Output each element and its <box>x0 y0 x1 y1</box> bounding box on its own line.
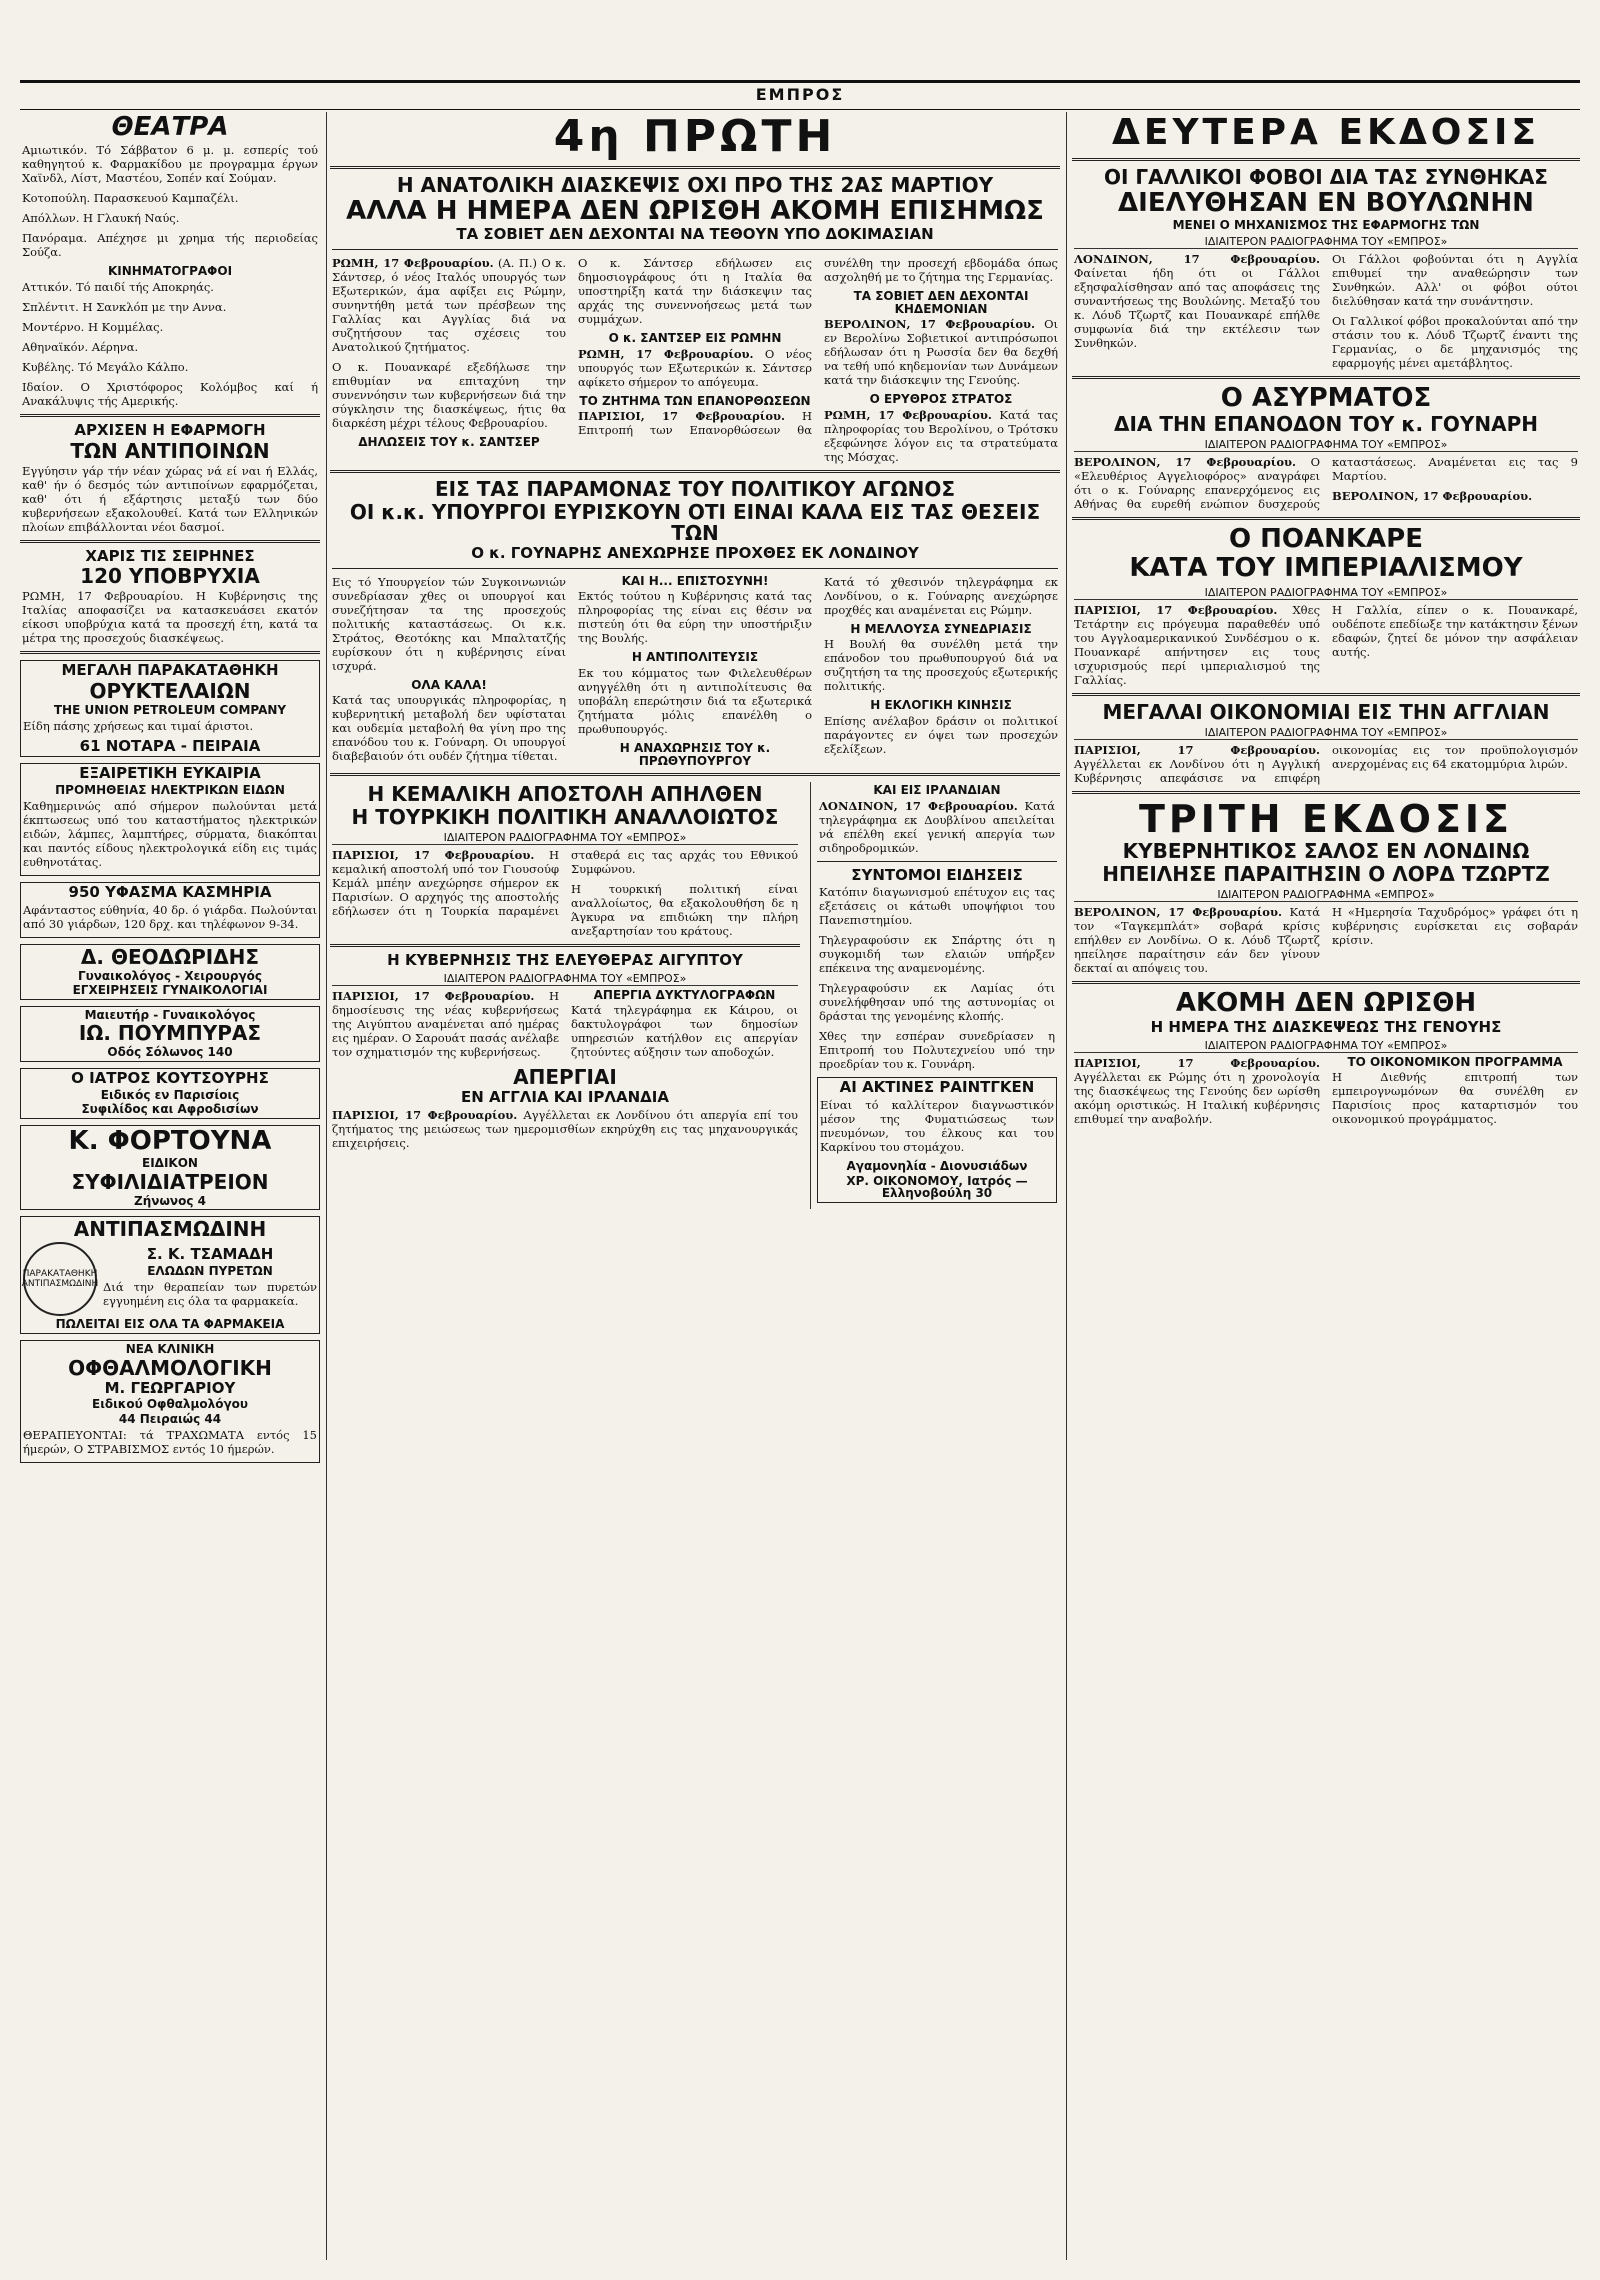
dateline: ΒΕΡΟΛΙΝΟΝ, 17 Φεβρουαρίου. <box>1332 488 1533 503</box>
divider <box>1072 158 1580 161</box>
pharmacy-owner: Σ. Κ. ΤΣΑΜΑΔΗ <box>146 1245 274 1264</box>
divider <box>20 651 320 654</box>
headline: Η ΚΥΒΕΡΝΗΣΙΣ ΤΗΣ ΕΛΕΥΘΕΡΑΣ ΑΙΓΥΠΤΟΥ <box>387 951 743 970</box>
headline: ΟΙ ΓΑΛΛΙΚΟΙ ΦΟΒΟΙ ΔΙΑ ΤΑΣ ΣΥΝΘΗΚΑΣ <box>1104 164 1548 189</box>
paragraph: Η τουρκική πολιτική είναι αναλλοίωτος, θα εξακολουθήση δε η Άγκυρα να επιδιώκη την πλήρη ανεξαρτησίαν του κράτους. <box>571 882 798 939</box>
subheading: Η ΑΝΤΙΠΟΛΙΤΕΥΣΙΣ <box>631 650 759 665</box>
section-title-second: ΔΕΥΤΕΡΑ ΕΚΔΟΣΙΣ <box>1112 112 1540 153</box>
paragraph <box>824 408 1058 464</box>
doctor-ad <box>20 1006 320 1062</box>
pharmacy-line: ΕΛΩΔΩΝ ΠΥΡΕΤΩΝ <box>147 1263 273 1278</box>
paragraph-text: Χθες Τετάρτην εις πρόγευμα παραθεθέν υπό του Αγγλοαμερικανικού Συνδέσμου ο κ. Πουανκαρέ απήντησεν εις τους ισχυρισμούς περί ιμπεριαλισμού της Γαλλίας. <box>1074 602 1321 687</box>
poincare-article <box>1072 523 1580 687</box>
xray-advertisement <box>817 1077 1057 1203</box>
short-news-title: ΣΥΝΤΟΜΟΙ ΕΙΔΗΣΕΙΣ <box>851 865 1023 884</box>
dateline: ΠΑΡΙΣΙΟΙ, 17 Φεβρουαρίου. <box>1074 602 1278 617</box>
headline: ΚΑΙ ΕΙΣ ΙΡΛΑΝΔΙΑΝ <box>873 783 1001 798</box>
electric-advertisement <box>20 763 320 875</box>
subheading: ΟΛΑ ΚΑΛΑ! <box>411 677 487 692</box>
paragraph-text: Ο «Ελευθέριος Αγγελιοφόρος» αναγράφει ότι ο κ. Γούναρης επανερχόμενος εις Αθήνας θα ευρεθή ενώπιον δυσχερούς καταστάσεως. Αναμένεται εις τας 9 Μαρτίου. <box>1074 454 1578 511</box>
paragraph <box>332 256 566 354</box>
paragraph-text: Ο νέος υπουργός των Εξωτερικών κ. Σάντσερ αφίκετο σήμερον το απόγευμα. <box>578 346 812 389</box>
subtitle: ΙΔΙΑΙΤΕΡΟΝ ΡΑΔΙΟΓΡΑΦΗΜΑ «ΕΜΠΡΟΣ» <box>1074 888 1578 902</box>
headline: Ο ΠΟΑΝΚΑΡΕ <box>1229 523 1423 554</box>
headline: ΚΑΤΑ ΤΟΥ ΙΜΠΕΡΙΑΛΙΣΜΟΥ <box>1129 553 1523 584</box>
doctor-ad <box>20 944 320 1000</box>
subtitle: ΙΔΙΑΙΤΕΡΟΝ ΡΑΔΙΟΓΡΑΦΗΜΑ ΤΟΥ «ΕΜΠΡΟΣ» <box>332 831 798 845</box>
paragraph: Ο κ. Σάντσερ εδήλωσεν εις δημοσιογράφους ότι η Ιταλία θα υποστηρίξη κατά την διάσκεψιν τας αρχάς της συνεννοήσεως μετά των συμμάχων. <box>578 256 812 327</box>
ireland-article <box>817 784 1057 855</box>
submarines-article <box>20 546 320 646</box>
subheading: Ο κ. ΣΑΝΤΣΕΡ ΕΙΣ ΡΩΜΗΝ <box>608 331 782 346</box>
divider <box>1072 693 1580 696</box>
pharmacy-title: ΑΝΤΙΠΑΣΜΩΔΙΝΗ <box>73 1217 267 1242</box>
cinema-line: Μοντέρνο. Η Κομμέλας. <box>22 319 164 334</box>
dateline: ΒΕΡΟΛΙΝΟΝ, 17 Φεβρουαρίου. <box>1074 454 1296 469</box>
paragraph: Η Βουλή θα συνέλθη μετά την επάνοδον του πρωθυπουργού διά να συζητήση τα της προσεχούς εξωτερικής πολιτικής. <box>824 637 1058 694</box>
kemalist-article <box>330 784 800 938</box>
dateline: ΛΟΝΔΙΝΟΝ, 17 Φεβρουαρίου. <box>1074 251 1320 266</box>
headline: ΚΥΒΕΡΝΗΤΙΚΟΣ ΣΑΛΟΣ ΕΝ ΛΟΝΔΙΝΩ <box>1122 839 1530 864</box>
dateline: ΠΑΡΙΣΙΟΙ, 17 Φεβρουαρίου. <box>578 409 786 424</box>
section-title-fourth: 4η ΠΡΩΤΗ <box>553 112 837 162</box>
article-body <box>1074 905 1578 975</box>
theatres-title: ΘΕΑΤΡΑ <box>111 112 229 142</box>
reprisals-article <box>20 420 320 534</box>
headline: ΔΙΕΛΥΘΗΣΑΝ ΕΝ ΒΟΥΛΩΝΗΝ <box>1118 187 1534 218</box>
reprisals-title1: ΑΡΧΙΣΕΝ Η ΕΦΑΡΜΟΓΗ <box>74 420 266 439</box>
subtitle: ΙΔΙΑΙΤΕΡΟΝ ΡΑΔΙΟΓΡΑΦΗΜΑ ΤΟΥ «ΕΜΠΡΟΣ» <box>1074 586 1578 600</box>
paragraph <box>824 317 1058 387</box>
dateline: ΒΕΡΟΛΙΝΟΝ, 17 Φεβρουαρίου. <box>824 317 1035 332</box>
paragraph: Εκτός τούτου η Κυβέρνησις κατά τας πληροφορίας της είναι εις θέσιν να πιστεύη ότι θα εύρη την υποστήριξιν της Βουλής. <box>578 589 812 646</box>
divider <box>20 540 320 543</box>
divider <box>1072 376 1580 379</box>
divider <box>330 166 1060 169</box>
headline: ΤΑ ΣΟΒΙΕΤ ΔΕΝ ΔΕΧΟΝΤΑΙ ΝΑ ΤΕΘΟΥΝ ΥΠΟ ΔΟΚΙΜΑΣΙΑΝ <box>456 225 934 244</box>
theatre-line: Πανόραμα. Απέχησε μι χρημα τής περιοδείας Σούζα. <box>22 231 318 260</box>
subheading: Η ΜΕΛΛΟΥΣΑ ΣΥΝΕΔΡΙΑΣΙΣ <box>850 621 1032 636</box>
electric-title2: ΠΡΟΜΗΘΕΙΑΣ ΗΛΕΚΤΡΙΚΩΝ ΕΙΔΩΝ <box>55 783 285 798</box>
headline: Η ΤΟΥΡΚΙΚΗ ΠΟΛΙΤΙΚΗ ΑΝΑΛΛΟΙΩΤΟΣ <box>351 805 779 830</box>
submarines-title1: ΧΑΡΙΣ ΤΙΣ ΣΕΙΡΗΝΕΣ <box>85 546 255 565</box>
subheading: ΤΟ ΟΙΚΟΝΟΜΙΚΟΝ ΠΡΟΓΡΑΜΜΑ <box>1347 1054 1563 1069</box>
headline: ΜΕΝΕΙ Ο ΜΗΧΑΝΙΣΜΟΣ ΤΗΣ ΕΦΑΡΜΟΓΗΣ ΤΩΝ <box>1172 218 1480 233</box>
fortouna-name: Κ. ΦΟΡΤΟΥΝΑ <box>68 1125 272 1156</box>
cinemas-title: ΚΙΝΗΜΑΤΟΓΡΑΦΟΙ <box>107 264 233 279</box>
section-title-third: ΤΡΙΤΗ ΕΚΔΟΣΙΣ <box>1138 796 1514 841</box>
submarines-title2: 120 ΥΠΟΒΡΥΧΙΑ <box>80 564 260 589</box>
eye-clinic-ad <box>20 1340 320 1463</box>
paragraph: Κατά τηλεγράφημα εκ Κάιρου, οι δακτυλογράφοι των δημοσίων υπηρεσιών κατήλθον εις απεργίαν ζητούντες αύξησιν των αποδοχών. <box>571 1003 798 1060</box>
eye-clinic-treatments: ΘΕΡΑΠΕΥΟΝΤΑΙ: τά ΤΡΑΧΩΜΑΤΑ εντός 15 ήμερών, Ο ΣΤΡΑΒΙΣΜΟΣ εντός 10 ήμερών. <box>23 1427 317 1456</box>
headline: Η ΚΕΜΑΛΙΚΗ ΑΠΟΣΤΟΛΗ ΑΠΗΛΘΕΝ <box>367 782 763 807</box>
subheading: ΚΑΙ Η... ΕΠΙΣΤΟΣΥΝΗ! <box>621 573 769 588</box>
headline: ΑΠΕΡΓΙΑΙ <box>513 1065 617 1090</box>
cinema-line: Σπλέντιτ. Η Σανκλόπ με την Αννα. <box>22 299 227 314</box>
headline: Ο κ. ΓΟΥΝΑΡΗΣ ΑΝΕΧΩΡΗΣΕ ΠΡΟΧΘΕΣ ΕΚ ΛΟΝΔΙΝΟΥ <box>471 544 919 563</box>
paragraph <box>1074 743 1578 785</box>
dateline: ΠΑΡΙΣΙΟΙ, 17 Φεβρουαρίου. <box>332 848 535 863</box>
doctor-detail: ΕΓΧΕΙΡΗΣΕΙΣ ΓΥΝΑΙΚΟΛΟΓΙΑΙ <box>72 983 268 998</box>
xray-footer: ΧΡ. ΟΙΚΟΝΟΜΟΥ, Ιατρός — Ελληνοβούλη 30 <box>846 1173 1028 1201</box>
eye-clinic-address: 44 Πειραιώς 44 <box>118 1411 222 1426</box>
subheading: ΔΗΛΩΣΕΙΣ ΤΟΥ κ. ΣΑΝΤΣΕΡ <box>358 435 540 450</box>
doctor-role: Γυναικολόγος - Χειρουργός <box>78 968 262 983</box>
paragraph-text: Οι εν Βερολίνω Σοβιετικοί αντιπρόσωποι εδήλωσαν ότι η Ρωσσία δεν θα δεχθή να τεθή υπό κηδεμονίαν των Δυνάμεων κατά την διάσκεψιν της Γενούης. <box>824 317 1059 388</box>
paragraph <box>1074 252 1320 350</box>
paragraph-text: Αγγέλλεται εκ Ρώμης ότι η χρονολογία της διασκέψεως της Γενούης δεν ωρίσθη ακόμη οριστικώς. Η Ιταλική κυβέρνησις επιθυμεί την αναβολήν. <box>1074 1069 1320 1126</box>
dateline: ΠΑΡΙΣΙΟΙ, 17 Φεβρουαρίου. <box>1074 1055 1320 1070</box>
news-item: Κατόπιν διαγωνισμού επέτυχον εις τας εξετάσεις οι κάτωθι υποψήφιοι του Πανεπιστημίου. <box>819 885 1055 928</box>
cinema-line: Αθηναϊκόν. Αέρηνα. <box>22 339 139 354</box>
theatre-line: Απόλλων. Η Γλαυκή Ναύς. <box>22 211 180 226</box>
paragraph: Οι Γαλλικοί φόβοι προκαλούνται από την στάσιν του κ. Λόυδ Τζωρτζ έναντι της Γερμανίας, ο δε μηχανισμός της εφαρμογής μένει αμετάβλητος. <box>1332 313 1578 370</box>
paragraph-text: Η Επιτροπή των Επανορθώσεων θα συνέλθη την προσεχή εβδομάδα όπως ασχοληθή με το ζήτημα της Γερμανίας. <box>578 256 1058 438</box>
subtitle: ΙΔΙΑΙΤΕΡΟΝ ΡΑΔΙΟΓΡΑΦΗΜΑ ΤΟΥ «ΕΜΠΡΟΣ» <box>1074 726 1578 740</box>
divider <box>330 944 800 947</box>
article-body <box>332 989 798 1065</box>
doctor-detail: Οδός Σόλωνος 140 <box>107 1045 233 1060</box>
headline: ΗΠΕΙΛΗΣΕ ΠΑΡΑΙΤΗΣΙΝ Ο ΛΟΡΔ ΤΖΩΡΤΖ <box>1102 862 1550 887</box>
subheading: Η ΑΝΑΧΩΡΗΣΙΣ ΤΟΥ κ. ΠΡΩΘΥΠΟΥΡΓΟΥ <box>619 740 771 768</box>
eastern-conference-article <box>330 175 1060 464</box>
pharmacy-details <box>103 1245 317 1313</box>
third-edition <box>1072 796 1580 976</box>
left-column <box>20 112 327 2260</box>
paragraph <box>1074 1056 1320 1126</box>
wireless-article <box>1072 382 1580 511</box>
fortouna-address: Ζήνωνος 4 <box>134 1193 206 1208</box>
headline: ΑΚΟΜΗ ΔΕΝ ΩΡΙΣΘΗ <box>1175 988 1477 1019</box>
headline: ΑΛΛΑ Η ΗΜΕΡΑ ΔΕΝ ΩΡΙΣΘΗ ΑΚΟΜΗ ΕΠΙΣΗΜΩΣ <box>346 196 1044 227</box>
paragraph: Ο κ. Πουανκαρέ εξεδήλωσε την επιθυμίαν να επιταχύνη την συνεννόησιν των κυβερνήσεων διά την σύγκλησιν της διασκέψεως, ήτις θα διαρκέση μέχρι τέλους Φεβρουαρίου. <box>332 360 566 431</box>
oil-title2: ΟΡΥΚΤΕΛΑΙΩΝ <box>89 679 251 704</box>
paragraph: Η «Ημερησία Ταχυδρόμος» γράφει ότι η κυβέρνησις ευρίσκεται εις σοβαράν κρίσιν. <box>1332 905 1578 948</box>
subheading: Ο ΕΡΥΘΡΟΣ ΣΤΡΑΤΟΣ <box>869 392 1013 407</box>
divider <box>1072 981 1580 984</box>
eye-clinic-title1: ΝΕΑ ΚΛΙΝΙΚΗ <box>125 1341 215 1356</box>
doctor-name: Ο ΙΑΤΡΟΣ ΚΟΥΤΣΟΥΡΗΣ <box>71 1068 269 1087</box>
doctor-name: Δ. ΘΕΟΔΩΡΙΔΗΣ <box>80 944 260 969</box>
right-column <box>1072 112 1580 2260</box>
paragraph: Επίσης ανέλαβον δράσιν οι πολιτικοί παράγοντες εν όψει των προσεχών εξελίξεων. <box>824 713 1058 756</box>
oil-advertisement <box>20 660 320 757</box>
middle-column <box>330 112 1067 2260</box>
article-body <box>1074 1056 1578 1132</box>
subtitle: ΙΔΙΑΙΤΕΡΟΝ ΡΑΔΙΟΓΡΑΦΗΜΑ ΤΟΥ «ΕΜΠΡΟΣ» <box>1074 235 1578 249</box>
oil-address: 61 ΝΟΤΑΡΑ - ΠΕΙΡΑΙΑ <box>79 736 261 755</box>
electric-text: Καθημερινώς από σήμερον πωλούνται μετά έκπτωσεως υπό του καταστήματος ηλεκτρικών ειδών, λάμπες, λαμπτήρες, σύρματα, διακόπται και παντός είδους ηλεκτρολογικά είδη εις τιμάς ευθηνοτάτας. <box>23 798 317 869</box>
pharmacy-row <box>23 1242 317 1316</box>
paragraph <box>1074 905 1320 975</box>
masthead <box>20 80 1580 110</box>
lower-middle-right <box>810 782 1057 1209</box>
article-body <box>1074 603 1578 687</box>
paragraph-text: Αγγέλλεται εκ Λονδίνου ότι απεργία επί του ζητήματος της μειώσεως των ημερομισθίων εκηρύχθη εις τας μηχανουργικάς επιχειρήσεις. <box>332 1107 799 1150</box>
paragraph-text: Φαίνεται ήδη ότι οι Γάλλοι εξησφαλίσθησαν από τας αποφάσεις της συναντήσεως της Βουλώνης. Μεταξύ του κ. Λόυδ Τζωρτζ και Πουανκαρέ επήλθε συμφωνία διά την εκτέλεσιν των Συνθηκών. <box>1074 265 1320 350</box>
divider <box>330 773 1060 776</box>
political-article <box>330 479 1060 767</box>
xray-headline: ΑΙ ΑΚΤΙΝΕΣ ΡΑΙΝΤΓΚΕΝ <box>839 1078 1035 1097</box>
submarines-text: ΡΩΜΗ, 17 Φεβρουαρίου. Η Κυβέρνησις της Ιταλίας αποφασίζει να κατασκευάσει εκατόν είκοσι υποβρύχια κατά τα προσεχή έτη, κατά τα μέτρα της προσεχούς διασκέψεως. <box>22 589 318 646</box>
paragraph: Η Διεθνής επιτροπή των εμπειρογνωμόνων θα συνέλθη εν Παρισίοις προς καταρτισμόν του οικονομικού προγράμματος. <box>1332 1070 1578 1127</box>
headline: ΔΙΑ ΤΗΝ ΕΠΑΝΟΔΟΝ ΤΟΥ κ. ΓΟΥΝΑΡΗ <box>1114 411 1538 436</box>
kashmir-text: Αφάνταστος εύθηνία, 40 δρ. ό γιάρδα. Πωλούνται από 30 γιάρδων, 120 δρχ. και τηλέφωνον 9-34. <box>23 902 317 931</box>
paragraph: Κατά τό χθεσινόν τηλεγράφημα εκ Λονδίνου, ο κ. Γούναρης ανεχώρησε προχθές και αναμένεται εις Ρώμην. <box>824 574 1058 617</box>
article-body <box>332 848 798 938</box>
xray-text: Είναι τό καλλίτερον διαγνωστικόν μέσον της Φυματιώσεως των πνευμόνων, του έλκους και του Καρκίνου του στομάχου. <box>820 1098 1054 1155</box>
short-news <box>817 865 1057 1072</box>
headline: Η ΗΜΕΡΑ ΤΗΣ ΔΙΑΣΚΕΨΕΩΣ ΤΗΣ ΓΕΝΟΥΗΣ <box>1150 1017 1502 1036</box>
paragraph <box>332 989 559 1059</box>
dateline: ΠΑΡΙΣΙΟΙ, 17 Φεβρουαρίου. <box>332 1107 518 1122</box>
doctor-detail: Συφιλίδος και Αφροδισίων <box>81 1102 259 1117</box>
pharmacy-stamp-text: ΠΑΡΑΚΑΤΑΘΗΚΗ ΑΝΤΙΠΑΣΜΩΔΙΝΗ <box>21 1269 99 1290</box>
headline: ΟΙ κ.κ. ΥΠΟΥΡΓΟΙ ΕΥΡΙΣΚΟΥΝ ΟΤΙ ΕΙΝΑΙ ΚΑΛΑ ΕΙΣ ΤΑΣ ΘΕΣΕΙΣ ΤΩΝ <box>349 500 1041 546</box>
dateline: ΠΑΡΙΣΙΟΙ, 17 Φεβρουαρίου. <box>332 988 535 1003</box>
lower-middle <box>330 782 1060 1209</box>
eye-clinic-title2: ΟΦΘΑΛΜΟΛΟΓΙΚΗ <box>68 1355 272 1380</box>
divider <box>332 249 1058 250</box>
reprisals-title2: ΤΩΝ ΑΝΤΙΠΟΙΝΩΝ <box>70 438 270 463</box>
news-item: Τηλεγραφούσιν εκ Σπάρτης ότι η συγκομιδή των ελαιών υπήρξεν επέκεινα της αναμενομένης. <box>819 933 1055 976</box>
subheading: Η ΕΚΛΟΓΙΚΗ ΚΙΝΗΣΙΣ <box>870 698 1012 713</box>
theatres-section <box>20 114 320 408</box>
theatre-line: Κοτοπούλη. Παρασκευού Καμπαζέλι. <box>22 191 239 206</box>
divider <box>1072 791 1580 794</box>
fortouna-ad <box>20 1125 320 1210</box>
pharmacy-stamp <box>23 1242 97 1316</box>
paragraph <box>578 347 812 389</box>
eye-clinic-role: Ειδικού Οφθαλμολόγου <box>92 1397 248 1412</box>
headline: ΜΕΓΑΛΑΙ ΟΙΚΟΝΟΜΙΑΙ ΕΙΣ ΤΗΝ ΑΓΓΛΙΑΝ <box>1102 699 1550 724</box>
lower-middle-left <box>330 782 800 1209</box>
egypt-article <box>330 953 800 1065</box>
article-body <box>332 575 1058 767</box>
dateline: ΛΟΝΔΙΝΟΝ, 17 Φεβρουαρίου. <box>819 798 1018 813</box>
paragraph-text: Κατά τας πληροφορίας του Βερολίνου, ο Τρότσκυ εξεφώνησε λόγον εις τα στρατεύματα της Μόσχας. <box>824 408 1058 465</box>
article-body <box>332 256 1058 464</box>
cinema-line: Αττικόν. Τό παιδί τής Αποκρηάς. <box>22 279 214 294</box>
strikes-article <box>330 1067 800 1150</box>
headline: ΕΙΣ ΤΑΣ ΠΑΡΑΜΟΝΑΣ ΤΟΥ ΠΟΛΙΤΙΚΟΥ ΑΓΩΝΟΣ <box>435 477 955 502</box>
oil-company: THE UNION PETROLEUM COMPANY <box>53 703 287 718</box>
paragraph: Εκ του κόμματος των Φιλελευθέρων ανηγγέλθη ότι η αντιπολίτευσις θα υποβάλη επερώτησιν διά τα εξωτερικά ζητήματα μόλις επανέλθη ο πρωθυπουργός. <box>578 665 812 736</box>
headline: Η ΑΝΑΤΟΛΙΚΗ ΔΙΑΣΚΕΨΙΣ ΟΧΙ ΠΡΟ ΤΗΣ 2ΑΣ ΜΑΡΤΙΟΥ <box>396 173 994 198</box>
fortouna-role: ΕΙΔΙΚΟΝ <box>142 1156 198 1171</box>
cinema-line: Ιδαίον. Ο Χριστόφορος Κολόμβος καί ή Ανακάλυψις τής Αμερικής. <box>22 379 318 408</box>
divider <box>20 414 320 417</box>
headline: ΕΝ ΑΓΓΛΙΑ ΚΑΙ ΙΡΛΑΝΔΙΑ <box>461 1088 669 1107</box>
paragraph-text: (Α. Π.) Ο κ. Σάντσερ, ό νέος Ιταλός υπουργός των Εξωτερικών, άμα αφίξει εις Ρώμην, συνηντήθη μετά των πρέσβεων της Γαλλίας και Αγγλίας διά να συζητήσουν τας σχέσεις του Ανατολικού ζητήματος. <box>332 256 567 355</box>
article-body <box>1074 252 1578 370</box>
economies-article <box>1072 699 1580 785</box>
dateline: ΒΕΡΟΛΙΝΟΝ, 17 Φεβρουαρίου. <box>1074 905 1282 920</box>
eye-clinic-doctor: Μ. ΓΕΩΡΓΑΡΙΟΥ <box>104 1378 236 1397</box>
kashmir-title: 950 ΥΦΑΣΜΑ ΚΑΣΜΗΡΙΑ <box>68 882 272 901</box>
pharmacy-footer: ΠΩΛΕΙΤΑΙ ΕΙΣ ΟΛΑ ΤΑ ΦΑΡΜΑΚΕΙΑ <box>55 1317 285 1332</box>
subheading: ΤΟ ΖΗΤΗΜΑ ΤΩΝ ΕΠΑΝΟΡΘΩΣΕΩΝ <box>579 393 811 408</box>
article-body <box>1074 743 1578 785</box>
dateline: ΠΑΡΙΣΙΟΙ, 17 Φεβρουαρίου. <box>1074 742 1320 757</box>
fortouna-title: ΣΥΦΙΛΙΔΙΑΤΡΕΙΟΝ <box>71 1169 269 1194</box>
cinema-line: Κυβέλης. Τό Μεγάλο Κάλπο. <box>22 359 189 374</box>
paragraph: Η Γαλλία, είπεν ο κ. Πουανκαρέ, ουδέποτε επεδίωξε την κατάκτησιν ξένων εδαφών, ζητεί δε μόνον την ασφάλειαν αυτής. <box>1332 602 1578 659</box>
genoa-article <box>1072 990 1580 1131</box>
divider <box>1072 517 1580 520</box>
divider <box>817 861 1057 862</box>
french-fears-article <box>1072 164 1580 370</box>
dateline: ΡΩΜΗ, 17 Φεβρουαρίου. <box>332 256 494 271</box>
theatre-line: Αμιωτικόν. Τό Σάββατον 6 μ. μ. εσπερίς τού καθηγητού κ. Φαρμακίδου με προγραμμα έργων Χαϊνδλ, Λίστ, Μαστέου, Σοπέν καί Σούμαν. <box>22 143 318 186</box>
paragraph: Οι Γάλλοι φοβούνται ότι η Αγγλία επιθυμεί την αναθεώρησιν των Συνθηκών. Αλλ' οι φόβοι ούτοι διελύθησαν κατά την συνάντησιν. <box>1332 251 1578 308</box>
xray-address: Αγαμονηλία - Διονυσιάδων <box>846 1159 1028 1174</box>
dateline: ΡΩΜΗ, 17 Φεβρουαρίου. <box>824 408 992 423</box>
subheading: ΤΑ ΣΟΒΙΕΤ ΔΕΝ ΔΕΧΟΝΤΑΙ ΚΗΔΕΜΟΝΙΑΝ <box>853 289 1029 316</box>
doctor-role: Μαιευτήρ - Γυναικολόγος <box>84 1007 256 1022</box>
reprisals-text: Εγγύησιν γάρ τήν νέαν χώρας νά εί ναι ή Ελλάς, καθ' ήν ό δεσμός τών αντιποίνων εφαρμόζεται, καθ' ότι ή εξάρτησις μεταξύ των δύο κυβερνήσεων εξακολουθεί. Κατά των Ελληνικών πλοίων επιβάλλονται νέοι δασμοί. <box>22 463 318 534</box>
paragraph-text: Η κεμαλική αποστολή υπό τον Γιουσούφ Κεμάλ μπέην ανεχώρησε σήμερον εκ Παρισίων. Ο αρχηγός της αποστολής εδήλωσεν ότι η Τουρκία παραμένει σταθερά εις τας αρχάς του Εθνικού Συμφώνου. <box>332 848 798 919</box>
paragraph-text: Αγγέλλεται εκ Λονδίνου ότι η Αγγλική Κυβέρνησις απεφάσισε να επιφέρη οικονομίας εις τον προϋπολογισμόν ανερχομένας εις 64 εκατομμύρια λιρών. <box>1074 742 1578 785</box>
article-body <box>1074 455 1578 511</box>
news-item: Τηλεγραφούσιν εκ Λαμίας ότι συνελήφθησαν υπό της αστυνομίας οι δράσται της γενομένης κλοπής. <box>819 981 1055 1024</box>
kashmir-advertisement <box>20 882 320 938</box>
subheading: ΑΠΕΡΓΙΑ ΔΥΚΤΥΛΟΓΡΑΦΩΝ <box>593 987 776 1002</box>
masthead-name: ΕΜΠΡΟΣ <box>755 85 845 104</box>
news-item: Χθες την εσπέραν συνεδρίασεν η Επιτροπή του Πολυτεχνείου υπό την προεδρίαν του κ. Γουνάρη. <box>819 1029 1055 1072</box>
divider <box>330 470 1060 473</box>
subtitle: ΙΔΙΑΙΤΕΡΟΝ ΡΑΔΙΟΓΡΑΦΗΜΑ ΤΟΥ «ΕΜΠΡΟΣ» <box>1074 438 1578 452</box>
paragraph-text: Κατά τον «Ταγκεμπλάτ» σοβαρά κρίσις επήλθεν εν Λονδίνω. Ο κ. Λόυδ Τζωρτζ ηπείλησε παραίτησιν εάν δεν γίνουν δεκταί αι απόψεις του. <box>1074 905 1320 976</box>
headline: Ο ΑΣΥΡΜΑΤΟΣ <box>1220 382 1432 413</box>
oil-text: Είδη πάσης χρήσεως και τιμαί άριστοι. <box>23 718 254 733</box>
paragraph: Κατά τας υπουργικάς πληροφορίας, η κυβερνητική μεταβολή δεν υφίσταται και ουδεμία μεταβολή θα γίνη προ της επανόδου του κ. Γούναρη. Οι υπουργοί διαβεβαιούν ότι ουδέν ζήτημα τίθεται. <box>332 693 566 764</box>
pharmacy-text: Διά την θεραπείαν των πυρετών εγγυημένη εις όλα τα φαρμακεία. <box>103 1279 317 1308</box>
doctor-ad <box>20 1068 320 1119</box>
paragraph-text: Η δημοσίευσις της νέας κυβερνήσεως της Αιγύπτου αναμένεται από ημέρας εις ημέραν. Ο Σαρουάτ πασάς ανέλαβε τον σχηματισμόν της κυβερνήσεως. <box>332 988 560 1059</box>
doctor-role: Ειδικός εν Παρισίοις <box>100 1087 240 1102</box>
electric-title1: ΕΞΑΙΡΕΤΙΚΗ ΕΥΚΑΙΡΙΑ <box>79 764 261 783</box>
doctor-name: ΙΩ. ΠΟΥΜΠΥΡΑΣ <box>78 1021 262 1046</box>
subtitle: ΙΔΙΑΙΤΕΡΟΝ ΡΑΔΙΟΓΡΑΦΗΜΑ ΤΟΥ «ΕΜΠΡΟΣ» <box>1074 1039 1578 1053</box>
paragraph-text: Κατά τηλεγράφημα εκ Δουβλίνου απειλείται νά επέλθη εκεί γενική απεργία των σιδηροδρομικών. <box>819 798 1055 855</box>
paragraph: Εις τό Υπουργείον τών Συγκοινωνιών συνεδρίασαν χθες οι υπουργοί και συνεζήτησαν τα της προσεχούς πολιτικής καταστάσεως. Οι κ.κ. Στράτος, Θεοτόκης και Μπαλτατζής ευρίσκουν ότι η κυβέρνησις είναι ισχυρά. <box>332 574 566 673</box>
paragraph <box>819 799 1055 855</box>
paragraph <box>1074 603 1320 687</box>
subtitle: ΙΔΙΑΙΤΕΡΟΝ ΡΑΔΙΟΓΡΑΦΗΜΑ ΤΟΥ «ΕΜΠΡΟΣ» <box>332 972 798 986</box>
dateline: ΡΩΜΗ, 17 Φεβρουαρίου. <box>578 346 754 361</box>
divider <box>332 568 1058 569</box>
paragraph <box>332 1108 798 1150</box>
oil-title1: ΜΕΓΑΛΗ ΠΑΡΑΚΑΤΑΘΗΚΗ <box>61 661 279 680</box>
pharmacy-ad <box>20 1216 320 1334</box>
